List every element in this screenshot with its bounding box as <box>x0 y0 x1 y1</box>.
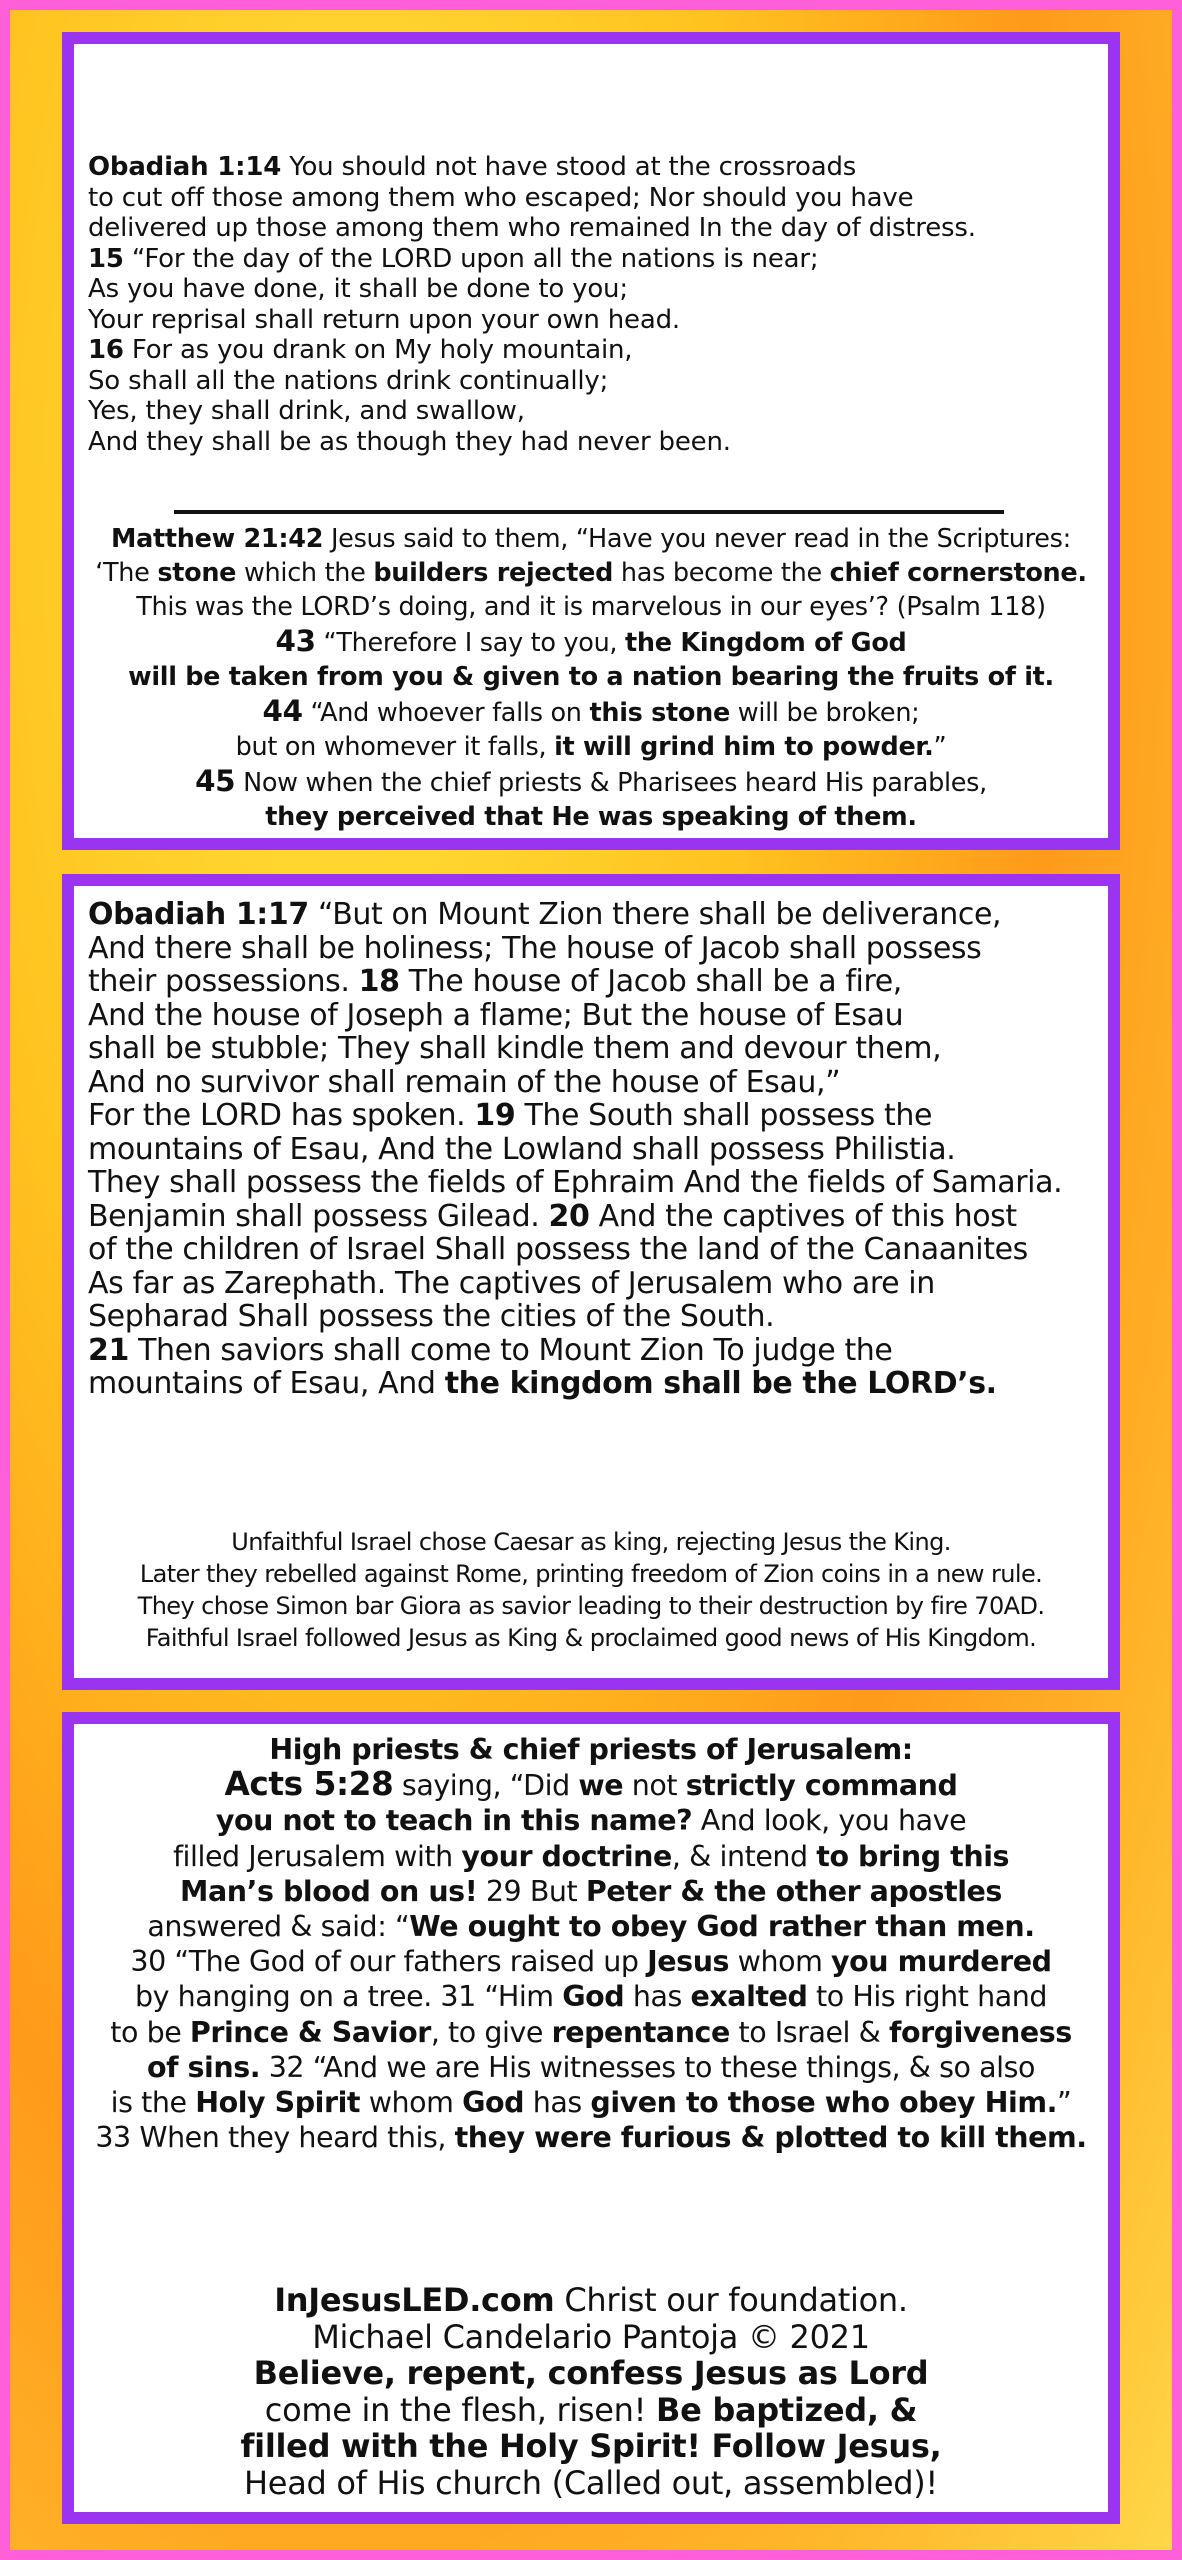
a5b: We ought to obey God rather than men. <box>409 1910 1035 1944</box>
a11b: they were furious & plotted to kill them. <box>454 2121 1087 2155</box>
verse-15-num: 15 <box>88 243 124 274</box>
o17-line-1 <box>88 898 1106 932</box>
verse-16-text: For as you drank on My holy mountain, So shall all the nations drink continually; Yes, they shall drink, and swallow, And they shall be as though they had never been. <box>88 335 731 457</box>
verse-45-bold: they perceived that He was speaking of them. <box>265 802 917 832</box>
m-l2c: has become the <box>613 558 830 588</box>
acts-line-7 <box>78 1979 1104 2014</box>
note-line-2: Later they rebelled against Rome, printing freedom of Zion coins in a new rule. <box>139 1560 1043 1588</box>
call-line-1 <box>78 2355 1104 2392</box>
obadiah-14-text: You should not have stood at the crossroads to cut off those among them who escaped; Nor should you have delivered up those among them who remained In the day of distress. <box>88 152 976 243</box>
site-line <box>78 2282 1104 2319</box>
o17-l3a: their possessions. <box>88 964 359 999</box>
a7b: God <box>562 1980 625 2014</box>
a7e: to His right hand <box>807 1980 1048 2014</box>
verse-45-line-1 <box>80 764 1102 800</box>
c1: Believe, repent, confess Jesus as Lord <box>253 2354 929 2392</box>
verse-43-line-2 <box>80 660 1102 694</box>
panel-obadiah-14-matthew <box>62 32 1120 850</box>
a6b: Jesus <box>647 1945 730 1979</box>
obadiah-14-16-passage <box>88 152 1098 457</box>
o17-line-13: Sepharad Shall possess the cities of the South. <box>88 1299 775 1334</box>
verse-20-num: 20 <box>548 1198 590 1234</box>
call-line-2 <box>78 2392 1104 2429</box>
panel-acts-5 <box>62 1712 1120 2524</box>
verse-43-line-1 <box>80 624 1102 660</box>
obadiah-14-ref: Obadiah 1:14 <box>88 152 282 182</box>
acts-line-8 <box>78 2015 1104 2050</box>
acts-line-5 <box>78 1909 1104 1944</box>
obadiah-17-21-passage <box>88 898 1106 1401</box>
o17-l10b: And the captives of this host <box>589 1198 1017 1234</box>
a3c: , & intend <box>671 1839 817 1873</box>
matthew-line-1 <box>80 522 1102 556</box>
a7c: has <box>624 1980 691 2014</box>
verse-44-text2: will be broken; <box>729 698 920 728</box>
a7a: by hanging on a tree. 31 “Him <box>134 1980 563 2014</box>
site-tagline: Christ our foundation. <box>554 2281 908 2319</box>
o17-l3b: The house of Jacob shall be a fire, <box>399 964 902 999</box>
m-builders: builders rejected <box>373 558 614 588</box>
a9b: 32 “And we are His witnesses to these things, & so also <box>260 2050 1035 2084</box>
matthew-ref: Matthew 21:42 <box>111 524 324 554</box>
a10g: ” <box>1056 2086 1072 2120</box>
a8e: to Israel & <box>729 2015 890 2049</box>
o17-line-15 <box>88 1367 1106 1401</box>
acts-heading-text: High priests & chief priests of Jerusalem: <box>269 1733 913 1766</box>
obadiah-17-ref: Obadiah 1:17 <box>88 897 309 932</box>
matthew-line-3: This was the LORD’s doing, and it is marvelous in our eyes’? (Psalm 118) <box>136 592 1046 622</box>
a10d: God <box>462 2086 525 2120</box>
m-l2a: ‘The <box>95 558 158 588</box>
history-note <box>74 1526 1108 1654</box>
verse-44-l2c: ” <box>933 732 947 762</box>
acts-line-2 <box>78 1803 1104 1838</box>
a3b: your doctrine <box>461 1839 672 1873</box>
a10b: Holy Spirit <box>195 2086 361 2120</box>
a9a: of sins. <box>146 2050 261 2084</box>
call-line-4: Head of His church (Called out, assembled)! <box>244 2463 938 2502</box>
acts-line-11 <box>78 2120 1104 2155</box>
matthew-21-passage <box>80 522 1102 834</box>
a3a: filled Jerusalem with <box>172 1839 462 1873</box>
o17-line-9: They shall possess the fields of Ephraim And the fields of Samaria. <box>88 1165 1063 1200</box>
a8a: to be <box>110 2015 190 2049</box>
divider-line <box>174 510 1004 514</box>
acts-ref: Acts 5:28 <box>224 1765 394 1804</box>
verse-15-text: “For the day of the LORD upon all the nations is near; As you have done, it shall be done to you; Your reprisal shall return upon your own head. <box>88 243 819 335</box>
verse-44-text: “And whoever falls on <box>302 698 590 728</box>
verse-44-line-2 <box>80 730 1102 764</box>
a8c: , to give <box>430 2015 552 2049</box>
verse-43-bold2: will be taken from you & given to a nation bearing the fruits of it. <box>128 662 1054 692</box>
acts-line-6 <box>78 1944 1104 1979</box>
o17-line-4: And the house of Joseph a flame; But the house of Esau <box>88 997 904 1033</box>
panel-obadiah-17-21 <box>62 874 1120 1690</box>
a10a: is the <box>110 2086 196 2120</box>
o17-l14: Then saviors shall come to Mount Zion To judge the <box>128 1332 893 1368</box>
a3d: to bring this <box>816 1839 1010 1873</box>
footer-credits <box>78 2282 1104 2501</box>
call-line-3 <box>78 2428 1104 2465</box>
verse-44-l2b: it will grind him to powder. <box>554 732 934 762</box>
o17-line-12: As far as Zarephath. The captives of Jerusalem who are in <box>88 1265 935 1301</box>
note-line-1: Unfaithful Israel chose Caesar as king, rejecting Jesus the King. <box>231 1528 951 1556</box>
verse-16-num: 16 <box>88 335 124 365</box>
m-l2b: which the <box>236 558 374 588</box>
c3: filled with the Holy Spirit! Follow Jesus, <box>240 2427 942 2465</box>
o17-line-8: mountains of Esau, And the Lowland shall possess Philistia. <box>88 1131 956 1167</box>
acts-line-10 <box>78 2085 1104 2120</box>
m-stone: stone <box>157 558 237 588</box>
site-link[interactable]: InJesusLED.com <box>274 2281 555 2319</box>
verse-21-num: 21 <box>88 1332 129 1368</box>
verse-44-line-1 <box>80 694 1102 730</box>
a4a: Man’s blood on us! <box>180 1874 478 1908</box>
a7d: exalted <box>690 1980 808 2014</box>
acts-heading <box>78 1732 1104 1767</box>
verse-44-num: 44 <box>262 694 303 728</box>
note-line-4: Faithful Israel followed Jesus as King & proclaimed good news of His Kingdom. <box>145 1624 1037 1652</box>
c2b: Be baptized, & <box>656 2390 918 2429</box>
c2a: come in the flesh, risen! <box>264 2390 657 2429</box>
a5a: answered & said: “ <box>147 1910 410 1944</box>
verse-44-bold: this stone <box>589 698 730 728</box>
o17-line-2: And there shall be holiness; The house of Jacob shall possess <box>88 930 982 966</box>
a8b: Prince & Savior <box>189 2015 431 2049</box>
a6c: whom <box>729 1945 832 1979</box>
verse-44-l2a: but on whomever it falls, <box>235 732 555 762</box>
o17-line-3 <box>88 965 1106 999</box>
acts-5-passage <box>78 1732 1104 2155</box>
o17-line-6: And no survivor shall remain of the house of Esau,” <box>88 1064 841 1100</box>
verse-43-bold1: the Kingdom of God <box>625 628 907 658</box>
acts-line-4 <box>78 1874 1104 1909</box>
a1: saying, “Did <box>393 1769 579 1803</box>
o17-l10a: Benjamin shall possess Gilead. <box>88 1198 549 1234</box>
a1b: we <box>578 1769 624 1803</box>
o17-line-5: shall be stubble; They shall kindle them and devour them, <box>88 1031 942 1066</box>
a2b: And look, you have <box>692 1804 967 1838</box>
a2a: you not to teach in this name? <box>215 1804 693 1838</box>
a10f: given to those who obey Him. <box>590 2086 1057 2120</box>
a1d: strictly command <box>685 1769 958 1803</box>
a11a: 33 When they heard this, <box>95 2121 455 2155</box>
o17-l15a: mountains of Esau, And <box>88 1366 445 1401</box>
verse-18-num: 18 <box>358 964 400 999</box>
acts-line-9 <box>78 2050 1104 2085</box>
a8f: forgiveness <box>889 2015 1072 2049</box>
a6d: you murdered <box>831 1945 1052 1979</box>
o17-l7b: The South shall possess the <box>515 1098 933 1133</box>
a1c: not <box>623 1769 686 1803</box>
o17-line-11: of the children of Israel Shall possess the land of the Canaanites <box>88 1232 1028 1267</box>
a4c: Peter & the other apostles <box>585 1874 1002 1908</box>
a10c: whom <box>360 2086 463 2120</box>
verse-45-line-2 <box>80 800 1102 834</box>
acts-line-1 <box>78 1767 1104 1803</box>
verse-45-text: Now when the chief priests & Pharisees heard His parables, <box>235 768 987 798</box>
a10e: has <box>524 2086 591 2120</box>
o17-l1: “But on Mount Zion there shall be deliverance, <box>308 897 1002 932</box>
verse-43-text: “Therefore I say to you, <box>315 628 626 658</box>
matthew-line-2 <box>80 556 1102 590</box>
o17-l7a: For the LORD has spoken. <box>88 1098 475 1133</box>
acts-line-3 <box>78 1839 1104 1874</box>
m-chief: chief cornerstone. <box>829 558 1087 588</box>
o17-l15b: the kingdom shall be the LORD’s. <box>444 1366 997 1401</box>
verse-19-num: 19 <box>474 1098 516 1133</box>
verse-43-num: 43 <box>275 624 316 658</box>
a8d: repentance <box>551 2015 730 2049</box>
note-line-3: They chose Simon bar Giora as savior leading to their destruction by fire 70AD. <box>137 1592 1045 1620</box>
author-copyright: Michael Candelario Pantoja © 2021 <box>312 2317 870 2356</box>
o17-line-14 <box>88 1334 1106 1368</box>
a4b: 29 But <box>477 1874 586 1908</box>
o17-line-7 <box>88 1099 1106 1133</box>
matthew-l1-text: Jesus said to them, “Have you never read in the Scriptures: <box>323 524 1071 554</box>
o17-line-10 <box>88 1200 1106 1234</box>
a6a: 30 “The God of our fathers raised up <box>130 1945 648 1979</box>
verse-45-num: 45 <box>195 764 236 798</box>
